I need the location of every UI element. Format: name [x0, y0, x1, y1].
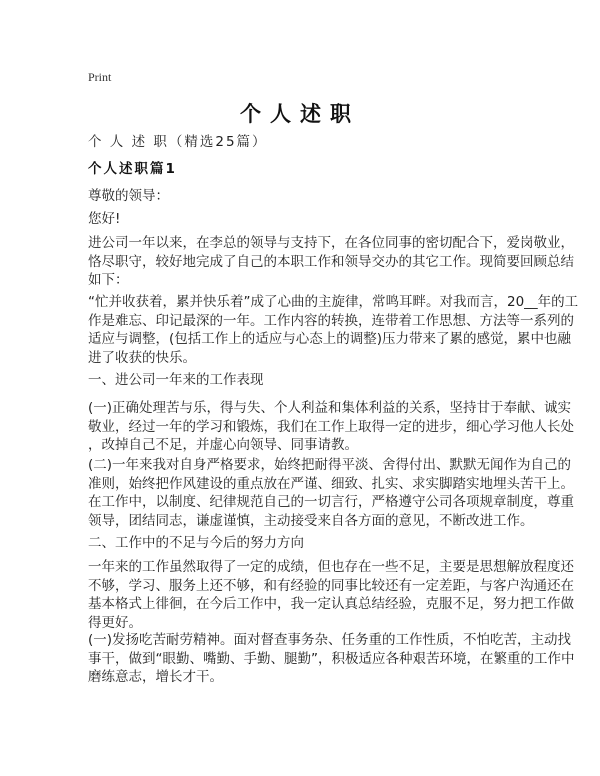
paragraph [88, 558, 574, 632]
paragraph [88, 234, 574, 290]
paragraph-line: 准则，始终把作风建设的重点放在严谨、细致、扎实、求实脚踏实地埋头苦干上。 [88, 475, 574, 492]
paragraph-line: 适应与调整，(包括工作上的适应与心态上的调整)压力带来了累的感觉，累中也融 [88, 331, 572, 347]
paragraph-line: 事干，做到“眼勤、嘴勤、手勤、腿勤”，积极适应各种艰苦环境，在繁重的工作中 [88, 650, 575, 667]
paragraph-line: 得更好。 [88, 614, 142, 631]
paragraph-line: 作是难忘、印记最深的一年。工作内容的转换，连带着工作思想、方法等一系列的 [88, 312, 574, 329]
section-title [88, 534, 528, 553]
paragraph-line: “忙并收获着，累并快乐着”成了心曲的主旋律，常鸣耳畔。对我而言，20__年的工 [88, 294, 579, 310]
paragraph-line: 在工作中，以制度、纪律规范自己的一切言行，严格遵守公司各项规章制度，尊重 [88, 494, 574, 510]
paragraph-line: ，改掉自己不足，并虚心向领导、同事请教。 [88, 437, 358, 453]
paragraph-line: 进了收获的快乐。 [88, 349, 196, 366]
document-title: 个人述职 [240, 102, 360, 126]
print-link[interactable]: Print [88, 70, 112, 84]
paragraph-line: 二、工作中的不足与今后的努力方向 [88, 535, 304, 551]
paragraph-line: (一)发扬吃苦耐劳精神。面对督查事务杂、任务重的工作性质，不怕吃苦，主动找 [88, 632, 572, 648]
paragraph-line: (二)一年来我对自身严格要求，始终把耐得平淡、舍得付出、默默无闻作为自己的 [88, 457, 572, 473]
document-subtitle: 个 人 述 职（精选25篇） [88, 134, 268, 150]
greeting: 尊敬的领导： [88, 188, 169, 204]
paragraph-line: 恪尽职守，较好地完成了自己的本职工作和领导交办的其它工作。现简要回顾总结 [88, 253, 574, 270]
paragraph-line: 一、进公司一年来的工作表现 [88, 372, 264, 388]
paragraph [88, 456, 574, 530]
paragraph [88, 631, 575, 687]
paragraph-line: 领导，团结同志，谦虚谨慎，主动接受来自各方面的意见，不断改进工作。 [88, 512, 534, 529]
paragraph-line: 基本格式上徘徊，在今后工作中，我一定认真总结经验，克服不足，努力把工作做 [88, 596, 574, 612]
paragraph [88, 399, 574, 455]
paragraph-line: 磨练意志，增长才干。 [88, 669, 223, 685]
paragraph-line: 敬业，经过一年的学习和锻炼，我们在工作上取得一定的进步，细心学习他人长处 [88, 418, 574, 435]
section-heading: 个人述职篇1 [88, 161, 177, 177]
section-title [88, 371, 528, 390]
hello: 您好! [88, 211, 121, 227]
paragraph-line: (一)正确处理苦与乐，得与失、个人利益和集体利益的关系，坚持甘于奉献、诚实 [88, 400, 572, 416]
paragraph [88, 293, 579, 367]
paragraph-line: 如下： [88, 272, 129, 288]
paragraph-line: 进公司一年以来，在李总的领导与支持下，在各位同事的密切配合下，爱岗敬业， [88, 235, 574, 251]
paragraph-line: 不够，学习、服务上还不够，和有经验的同事比较还有一定差距，与客户沟通还在 [88, 577, 574, 594]
paragraph-line: 一年来的工作虽然取得了一定的成绩，但也存在一些不足，主要是思想解放程度还 [88, 559, 574, 575]
